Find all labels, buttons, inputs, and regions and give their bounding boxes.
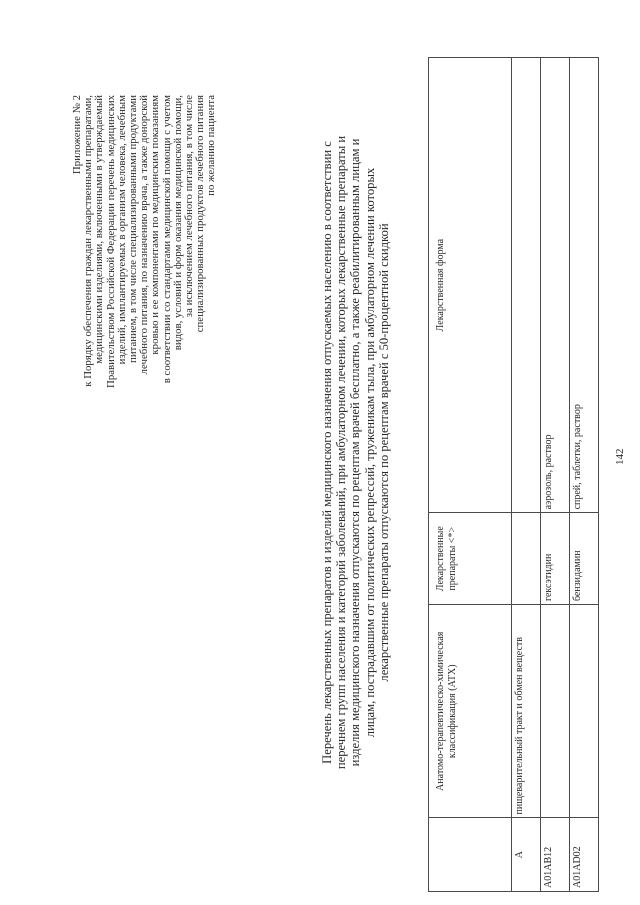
appendix-header [72, 95, 218, 735]
appendix-line: медицинскими изделиями, включенными в утверждаемый [93, 95, 106, 364]
appendix-line: видов, условий и форм оказания медицинской помощи, [171, 95, 184, 351]
table-row [512, 58, 541, 892]
header-drugs: Лекарственные препараты <*> [429, 513, 512, 605]
cell-code: A01AD02 [570, 818, 599, 892]
header-form: Лекарственная форма [429, 58, 512, 513]
cell-drug: гексэтидин [541, 513, 570, 605]
appendix-line: питанием, в том числе специализированными продуктами [127, 95, 140, 363]
title-line: лицам, пострадавшим от политических репрессий, труженикам тыла, при амбулаторном лечении которых [362, 167, 377, 738]
cell-drug: бензидамин [570, 513, 599, 605]
cell-code: A01AB12 [541, 818, 570, 892]
cell-code: A [512, 818, 541, 892]
appendix-line: к Порядку обеспечения граждан лекарственными препаратами, [82, 95, 95, 387]
appendix-line: по желанию пациента [205, 95, 218, 196]
appendix-line: Правительством Российской Федерации перечень медицинских [104, 95, 117, 388]
title-line: лекарственные препараты отпускаются по рецептам врачей с 50-процентной скидкой [376, 223, 391, 682]
appendix-line: Приложение № 2 [71, 95, 83, 175]
table-row [541, 58, 570, 892]
appendix-line: за исключением лечебного питания, в том числе [183, 95, 196, 318]
appendix-line: изделий, имплантируемых в организм человека, лечебным [115, 95, 128, 365]
cell-atc: пищеварительный тракт и обмен веществ [512, 605, 541, 818]
table-row [570, 58, 599, 892]
cell-form: спрей, таблетки, раствор [570, 58, 599, 513]
appendix-line: кровью и ее компонентами по медицинским показаниям [149, 95, 162, 355]
title-line: изделия медицинского назначения отпускаются по рецептам врачей бесплатно, а также реабилитированным лицам и [348, 138, 363, 767]
cell-drug [512, 513, 541, 605]
drug-table [428, 57, 599, 892]
cell-form: аэрозоль, раствор [541, 58, 570, 513]
appendix-line: специализированных продуктов лечебного питания [194, 95, 207, 333]
page-number: 142 [614, 448, 626, 465]
appendix-line: лечебного питания, по назначению врача, а также донорской [138, 95, 151, 375]
cell-atc [541, 605, 570, 818]
cell-form [512, 58, 541, 513]
cell-atc [570, 605, 599, 818]
document-title [320, 40, 391, 865]
title-line: перечнем групп населения и категорий заболеваний, при амбулаторном лечении, которых лекарственные препараты и [334, 135, 349, 770]
appendix-line: в соответствии со стандартами медицинской помощи с учетом [160, 95, 173, 384]
table-header-row [429, 58, 512, 892]
header-atc: Анатомо-терапевтическо-химическая классификация (АТХ) [429, 605, 512, 818]
header-code [429, 818, 512, 892]
title-line: Перечень лекарственных препаратов и изделий медицинского назначения отпускаемых населению в соответствии с [320, 141, 334, 764]
